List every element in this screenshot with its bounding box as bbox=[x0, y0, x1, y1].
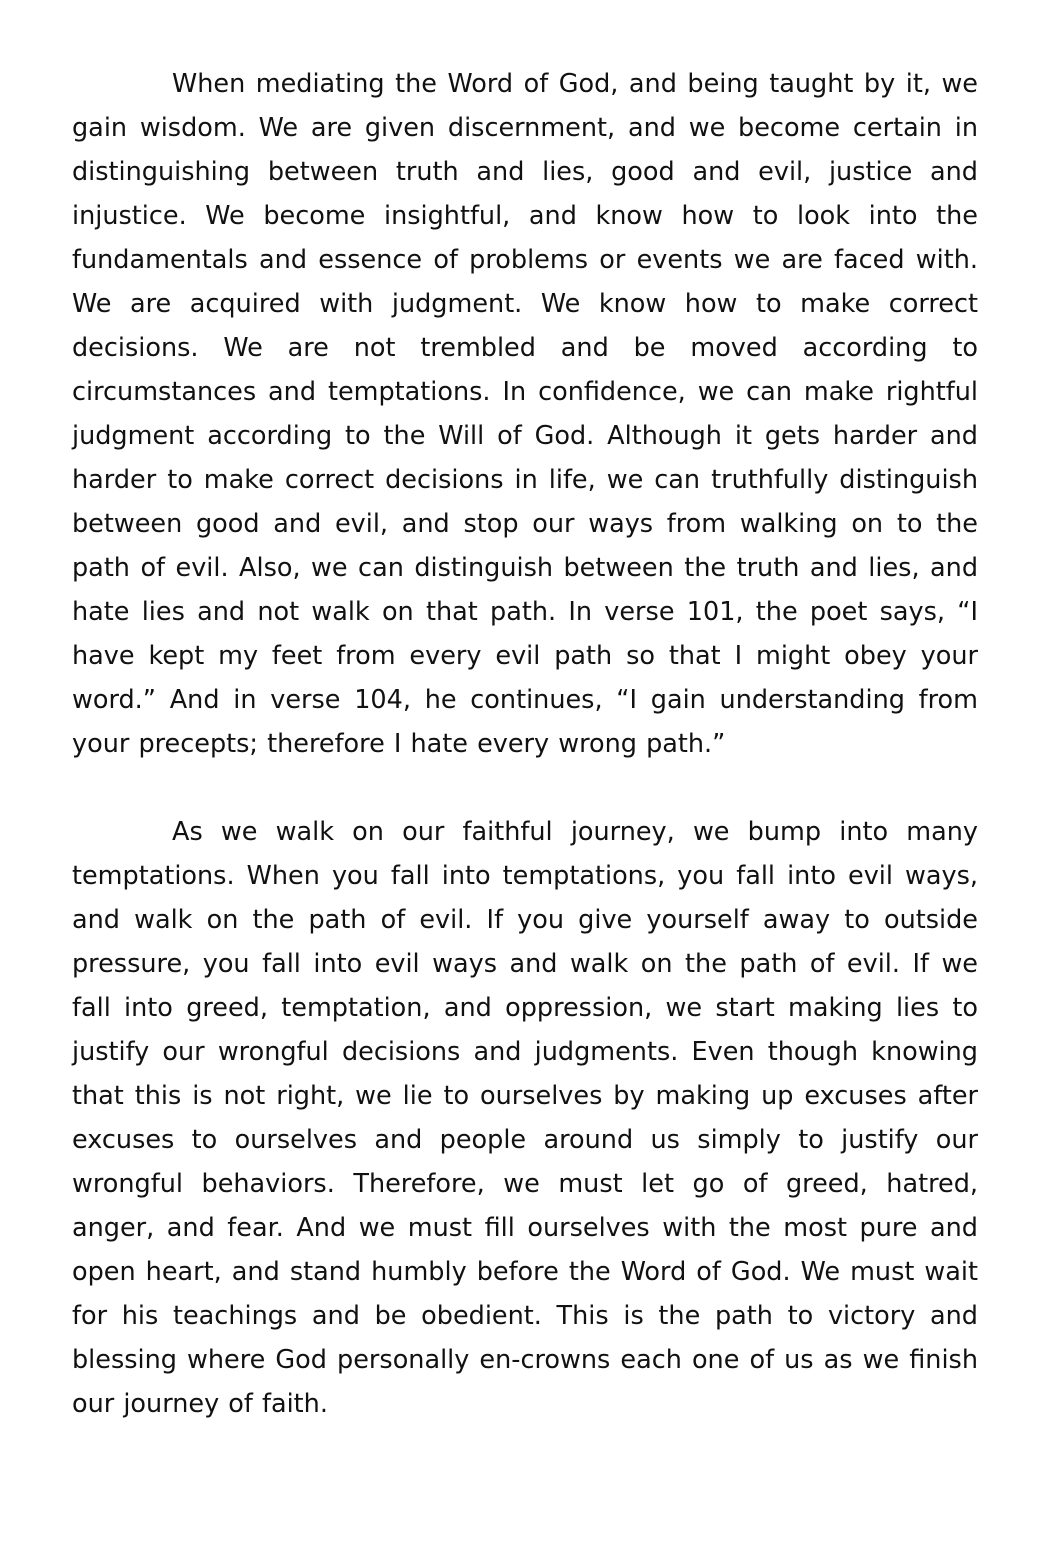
paragraph-1: When mediating the Word of God, and being taught by it, we gain wisdom. We are given discernment, and we become certain in distinguishing between truth and lies, good and evil, justice and injustice. We become insightful, and know how to look into the fundamentals and essence of problems or events we are faced with. We are acquired with judgment. We know how to make correct decisions. We are not trembled and be moved according to circumstances and temptations. In confidence, we can make rightful judgment according to the Will of God. Although it gets harder and harder to make correct decisions in life, we can truthfully distinguish between good and evil, and stop our ways from walking on to the path of evil. Also, we can distinguish between the truth and lies, and hate lies and not walk on that path. In verse 101, the poet says, “I have kept my feet from every evil path so that I might obey your word.” And in verse 104, he continues, “I gain understanding from your precepts; therefore I hate every wrong path.” bbox=[72, 69, 978, 759]
document-page bbox=[72, 62, 978, 1426]
paragraph-2: As we walk on our faithful journey, we bump into many temptations. When you fall into temptations, you fall into evil ways, and walk on the path of evil. If you give yourself away to outside pressure, you fall into evil ways and walk on the path of evil. If we fall into greed, temptation, and oppression, we start making lies to justify our wrongful decisions and judgments. Even though knowing that this is not right, we lie to ourselves by making up excuses after excuses to ourselves and people around us simply to justify our wrongful behaviors. Therefore, we must let go of greed, hatred, anger, and fear. And we must fill ourselves with the most pure and open heart, and stand humbly before the Word of God. We must wait for his teachings and be obedient. This is the path to victory and blessing where God personally en-crowns each one of us as we finish our journey of faith. bbox=[72, 817, 978, 1419]
